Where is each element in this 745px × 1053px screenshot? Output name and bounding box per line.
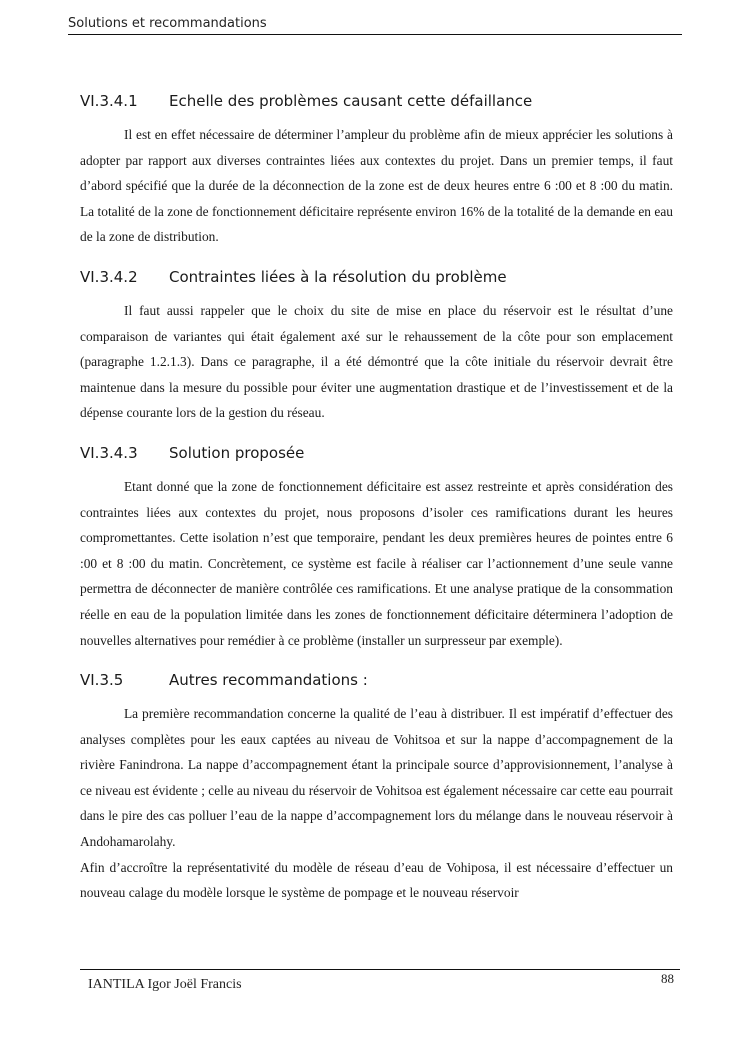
paragraph: Etant donné que la zone de fonctionnement déficitaire est assez restreinte et après considération des contraintes liées aux contextes du projet, nous proposons d’isoler ces ramifications durant les heures compromettantes. Cette isolation n’est que temporaire, pendant les deux premières heures de pointes entre 6 :00 et 8 :00 du matin. Concrètement, ce système est facile à réaliser car l’actionnement d’une seule vanne permettra de déconnecter de manière contrôlée ces ramifications. Et une analyse pratique de la consommation réelle en eau de la population limitée dans les zones de fonctionnement déficitaire déterminera l’adoption de nouvelles alternatives pour remédier à ce problème (installer un surpresseur par exemple). xyxy=(80,478,673,648)
section-title: Echelle des problèmes causant cette défaillance xyxy=(169,92,533,110)
page-number: 88 xyxy=(661,971,674,986)
paragraph: Il faut aussi rappeler que le choix du site de mise en place du réservoir est le résultat d’une comparaison de variantes qui était également axé sur le rehaussement de la côte pour son emplacement (paragraphe 1.2.1.3). Dans ce paragraphe, il a été démontré que la côte initiale du réservoir devrait être maintenue dans la mesure du possible pour éviter une augmentation drastique et de l’investissement et de la dépense courante lors de la gestion du réseau. xyxy=(80,302,673,421)
running-header: Solutions et recommandations xyxy=(68,16,682,35)
paragraph: Il est en effet nécessaire de déterminer l’ampleur du problème afin de mieux apprécier les solutions à adopter par rapport aux diverses contraintes liées aux contextes du projet. Dans un premier temps, il faut d’abord spécifié que la durée de la déconnection de la zone est de deux heures entre 6 :00 et 8 :00 du matin. La totalité de la zone de fonctionnement déficitaire représente environ 16% de la totalité de la demande en eau de la zone de distribution. xyxy=(80,127,673,245)
section-number: VI.3.4.2 xyxy=(80,267,138,286)
section-number: VI.3.5 xyxy=(80,671,124,690)
section-heading-vi-3-5 xyxy=(80,667,673,693)
section-heading-vi-3-4-1 xyxy=(80,88,673,114)
running-footer xyxy=(80,969,680,1000)
section-heading-vi-3-4-2 xyxy=(80,264,673,290)
section-number: VI.3.4.3 xyxy=(80,443,138,462)
section-title: Contraintes liées à la résolution du problème xyxy=(169,267,507,286)
section-title: Autres recommandations : xyxy=(169,671,368,690)
paragraph: Afin d’accroître la représentativité du modèle de réseau d’eau de Vohiposa, il est nécessaire d’effectuer un nouveau calage du modèle lorsque le système de pompage et le nouveau réservoir xyxy=(80,859,673,901)
section-number: VI.3.4.1 xyxy=(80,92,138,110)
section-title: Solution proposée xyxy=(169,443,305,462)
paragraph: La première recommandation concerne la qualité de l’eau à distribuer. Il est impératif d’effectuer des analyses complètes pour les eaux captées au niveau de Vohitsoa et sur la nappe d’accompagnement de la rivière Fanindrona. La nappe d’accompagnement étant la principale source d’approvisionnement, l’analyse à ce niveau est évidente ; celle au niveau du réservoir de Vohitsoa est également nécessaire car cette eau pourrait dans le pire des cas polluer l’eau de la nappe d’accompagnement lors du mélange dans le nouveau réservoir à Andohamarolahy. xyxy=(80,706,673,850)
section-heading-vi-3-4-3 xyxy=(80,440,673,466)
page-content xyxy=(80,88,673,906)
footer-author: IANTILA Igor Joël Francis xyxy=(88,977,242,992)
